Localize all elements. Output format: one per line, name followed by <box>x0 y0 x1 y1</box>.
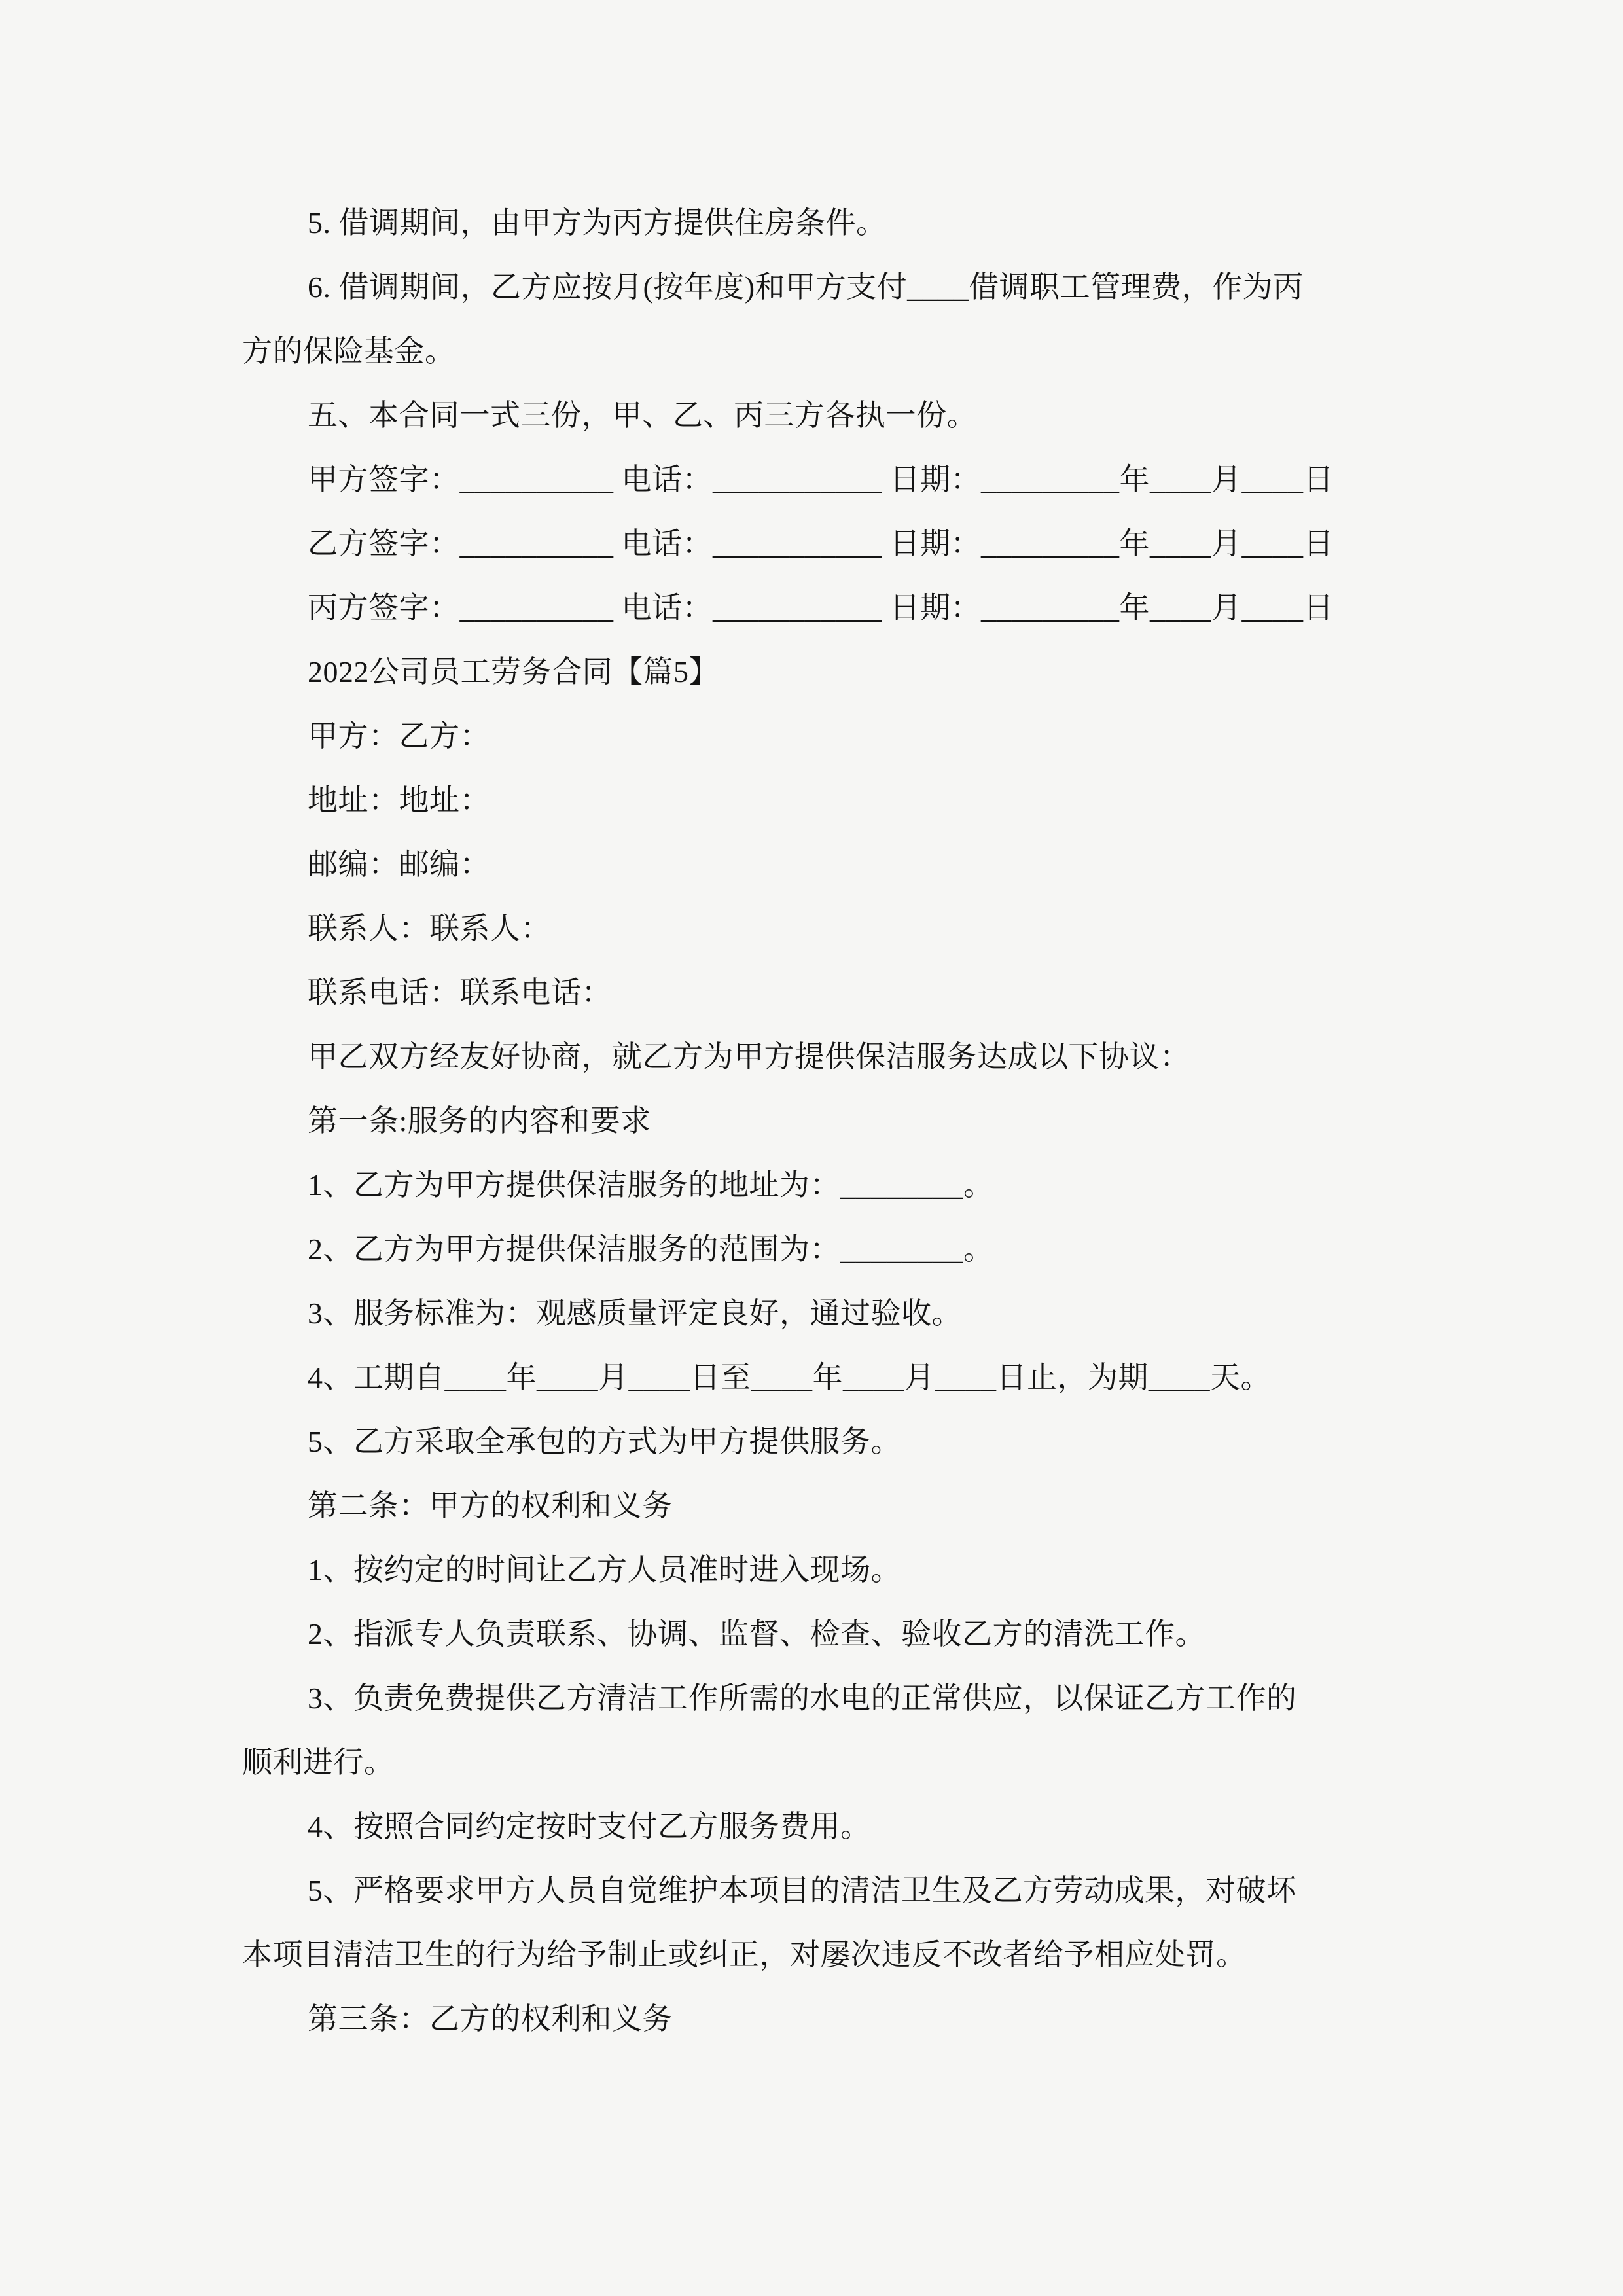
document-line: 联系电话：联系电话： <box>308 976 612 1009</box>
document-line: 联系人：联系人： <box>308 912 551 945</box>
document-line: 第一条:服务的内容和要求 <box>308 1104 651 1138</box>
document-line: 5. 借调期间，由甲方为丙方提供住房条件。 <box>308 206 887 240</box>
document-line: 甲乙双方经友好协商，就乙方为甲方提供保洁服务达成以下协议： <box>308 1040 1190 1073</box>
document-line: 5、乙方采取全承包的方式为甲方提供服务。 <box>308 1425 901 1458</box>
document-line: 甲方：乙方： <box>308 719 490 753</box>
document-line: 1、按约定的时间让乙方人员准时进入现场。 <box>308 1553 901 1587</box>
document-line: 地址：地址： <box>308 783 490 817</box>
document-line: 五、本合同一式三份，甲、乙、丙三方各执一份。 <box>308 399 977 432</box>
document-line: 4、工期自____年____月____日至____年____月____日止，为期____天。 <box>308 1361 1271 1394</box>
document-line: 顺利进行。 <box>242 1746 395 1779</box>
document-line: 本项目清洁卫生的行为给予制止或纠正，对屡次违反不改者给予相应处罚。 <box>242 1938 1247 1971</box>
document-line: 4、按照合同约定按时支付乙方服务费用。 <box>308 1810 871 1843</box>
document-line: 2022公司员工劳务合同【篇5】 <box>308 655 719 689</box>
document-line: 3、负责免费提供乙方清洁工作所需的水电的正常供应，以保证乙方工作的 <box>308 1681 1297 1715</box>
document-line: 2、乙方为甲方提供保洁服务的范围为：________。 <box>308 1232 994 1266</box>
document-line: 甲方签字：__________ 电话：___________ 日期：_________年____月____日 <box>308 463 1334 496</box>
document-line: 乙方签字：__________ 电话：___________ 日期：_________年____月____日 <box>308 527 1334 560</box>
document-line: 5、严格要求甲方人员自觉维护本项目的清洁卫生及乙方劳动成果，对破坏 <box>308 1874 1297 1907</box>
document-line: 1、乙方为甲方提供保洁服务的地址为：________。 <box>308 1168 994 1202</box>
document-line: 方的保险基金。 <box>242 334 455 368</box>
document-body <box>242 191 1355 2051</box>
document-line: 第二条：甲方的权利和义务 <box>308 1489 673 1522</box>
document-line: 2、指派专人负责联系、协调、监督、检查、验收乙方的清洗工作。 <box>308 1617 1205 1651</box>
document-line: 丙方签字：__________ 电话：___________ 日期：_________年____月____日 <box>308 591 1334 624</box>
document-line: 邮编：邮编： <box>308 848 490 881</box>
document-line: 6. 借调期间，乙方应按月(按年度)和甲方支付____借调职工管理费，作为丙 <box>308 270 1304 304</box>
document-line: 第三条：乙方的权利和义务 <box>308 2002 673 2036</box>
document-line: 3、服务标准为：观感质量评定良好，通过验收。 <box>308 1297 962 1330</box>
